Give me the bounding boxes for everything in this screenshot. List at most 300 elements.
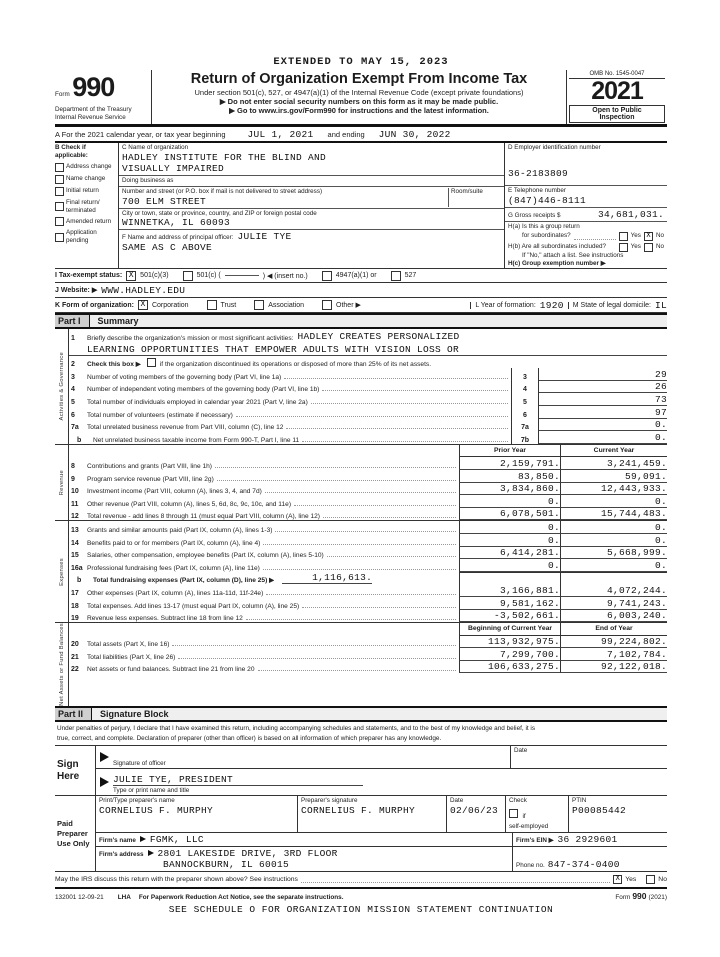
status-insert-no-label: ) ◀ (insert no.) xyxy=(262,272,308,280)
check-if-applicable-label: B Check if applicable: xyxy=(55,144,88,159)
tax-year-row xyxy=(55,127,667,143)
line7a-number: 7a xyxy=(71,424,79,432)
line14-current: 0. xyxy=(560,534,667,547)
line11-label: Other revenue (Part VIII, column (A), lines 5, 6d, 8c, 9c, 10c, and 11e) xyxy=(87,500,292,508)
line18-label: Total expenses. Add lines 13-17 (must equal Part IX, column (A), line 25) xyxy=(87,602,300,610)
dba-label: Doing business as xyxy=(122,176,174,184)
ha-label-line1: H(a) Is this a group return xyxy=(508,222,580,230)
line3-label: Number of voting members of the governing body (Part VI, line 1a) xyxy=(87,373,282,381)
org-form-label: K Form of organization: xyxy=(55,301,134,309)
other-label: Other ▶ xyxy=(336,302,361,310)
irs-discuss-label: May the IRS discuss this return with the preparer shown above? See instructions xyxy=(55,875,298,883)
omb-number: OMB No. 1545-0047 xyxy=(569,71,665,79)
paperwork-notice: For Paperwork Reduction Act Notice, see the separate instructions. xyxy=(138,893,344,901)
mission-value-line1: HADLEY CREATES PERSONALIZED xyxy=(297,331,460,343)
open-to-public xyxy=(569,105,665,123)
line19-row xyxy=(69,610,667,623)
line12-number: 12 xyxy=(71,513,79,521)
line7b-number: b xyxy=(77,436,82,444)
preparer-word: Preparer xyxy=(57,828,88,838)
declaration-line2: true, correct, and complete. Declaration of preparer (other than officer) is based on all information of which preparer has any knowledge. xyxy=(57,734,442,742)
expenses-section xyxy=(55,521,667,623)
form-990-label: 990 xyxy=(72,72,115,102)
ha-no-checkbox: X xyxy=(644,232,653,241)
line10-label: Investment income (Part VIII, column (A), lines 3, 4, and 7d) xyxy=(87,488,262,496)
declaration-line1: Under penalties of perjury, I declare that I have examined this return, including accompanying schedules and statements, and to the best of my knowledge and belief, it is xyxy=(57,724,536,732)
line20-label: Total assets (Part X, line 16) xyxy=(87,641,170,649)
preparer-date-value: 02/06/23 xyxy=(450,804,499,816)
footer-form-year: (2021) xyxy=(648,893,667,901)
line15-current: 5,668,999. xyxy=(560,547,667,560)
part1-title: Summary xyxy=(97,316,139,327)
year-formation-label: L Year of formation: xyxy=(470,302,535,309)
line13-prior: 0. xyxy=(459,521,560,534)
preparer-signature-label: Preparer's signature xyxy=(301,797,358,805)
firm-name-cell xyxy=(96,833,512,846)
name-change-option xyxy=(55,175,117,184)
address-change-label: Address change xyxy=(66,163,112,171)
phone-value: 847-374-0400 xyxy=(547,858,620,870)
line17-number: 17 xyxy=(71,589,79,597)
street-cell xyxy=(119,187,504,209)
line4-box: 4 xyxy=(511,381,539,394)
part2-header xyxy=(55,706,667,722)
ein-value: 36-2183809 xyxy=(508,167,569,179)
ha-label-line2: for subordinates? xyxy=(522,232,571,240)
application-pending-label: Application pending xyxy=(66,229,97,245)
line12-current: 15,744,483. xyxy=(560,508,667,521)
form-title-block xyxy=(152,70,566,124)
firm-address-row xyxy=(96,847,667,871)
line22-label: Net assets or fund balances. Subtract line 21 from line 20 xyxy=(87,666,255,674)
line22-beginning: 106,633,275. xyxy=(459,661,560,674)
dept-irs: Internal Revenue Service xyxy=(55,114,126,122)
check-label: Check xyxy=(509,797,527,805)
name-change-label: Name change xyxy=(66,175,106,183)
ha-no-label: No xyxy=(655,232,664,240)
line19-number: 19 xyxy=(71,615,79,623)
initial-return-label: Initial return xyxy=(66,187,99,195)
principal-officer-name: JULIE TYE xyxy=(237,231,292,243)
firm-name-label: Firm's name xyxy=(99,836,136,844)
beginning-year-header: Beginning of Current Year xyxy=(459,623,560,636)
room-suite-label: Room/suite xyxy=(451,187,483,195)
ein-column xyxy=(505,143,667,268)
part1-label: Part I xyxy=(55,315,90,327)
line16b-label: Total fundraising expenses (Part IX, column (D), line 25) ▶ xyxy=(93,577,275,585)
line22-row xyxy=(69,661,667,674)
mission-label: Briefly describe the organization's mission or most significant activities: xyxy=(87,335,294,343)
firm-address-line1: 2801 LAKESIDE DRIVE, 3RD FLOOR xyxy=(157,847,338,859)
firm-name-arrow-icon xyxy=(140,836,146,842)
signature-arrow-icon xyxy=(100,752,109,762)
line19-prior: -3,502,661. xyxy=(459,610,560,623)
line9-prior: 83,850. xyxy=(459,470,560,483)
status-4947-checkbox xyxy=(322,271,332,281)
dba-cell xyxy=(119,176,504,187)
line11-row xyxy=(69,495,667,508)
gross-receipts-cell xyxy=(505,208,667,222)
year-formation-value: 1920 xyxy=(539,299,564,311)
line10-number: 10 xyxy=(71,488,79,496)
amended-return-option xyxy=(55,217,117,226)
and-ending-label: and ending xyxy=(327,130,365,139)
org-name-line2: VISUALLY IMPAIRED xyxy=(122,162,225,174)
use-only-word: Use Only xyxy=(57,838,90,848)
self-employed-cell xyxy=(506,796,569,832)
line3-value: 29 xyxy=(539,369,667,381)
line13-label: Grants and similar amounts paid (Part IX, column (A), lines 1-3) xyxy=(87,526,273,534)
line3-row xyxy=(69,368,667,381)
telephone-label: E Telephone number xyxy=(508,187,566,194)
line20-end: 99,224,802. xyxy=(560,636,667,649)
form-title: Return of Organization Exempt From Income Tax xyxy=(190,71,528,87)
officer-date-label: Date xyxy=(514,747,528,755)
firm-address-label: Firm's address xyxy=(99,850,144,858)
perjury-declaration xyxy=(55,722,667,746)
form-sheet xyxy=(55,56,667,915)
trust-label: Trust xyxy=(220,301,237,309)
self-employed-label: self-employed xyxy=(509,822,549,830)
line16a-row xyxy=(69,559,667,572)
line8-current: 3,241,459. xyxy=(560,457,667,470)
line3-box: 3 xyxy=(511,368,539,381)
line17-row xyxy=(69,584,667,597)
firm-ein-value: 36 2929601 xyxy=(557,833,618,845)
principal-officer-cell xyxy=(119,230,504,254)
mission-row2 xyxy=(69,342,667,356)
ein-cell xyxy=(505,143,667,186)
revenue-side-label: Revenue xyxy=(55,445,69,521)
line6-box: 6 xyxy=(511,406,539,419)
state-domicile-value: IL xyxy=(654,299,667,311)
ssn-warning: ▶ Do not enter social security numbers on this form as it may be made public. xyxy=(219,96,499,106)
group-return-cell xyxy=(505,222,667,269)
status-527-label: 527 xyxy=(404,272,417,280)
line20-number: 20 xyxy=(71,641,79,649)
net-assets-column-headers xyxy=(69,623,667,636)
address-change-option xyxy=(55,163,117,172)
type-print-label: Type or print name and title xyxy=(113,787,190,795)
street-label: Number and street (or P.O. box if mail is not delivered to street address) xyxy=(122,187,323,195)
preparer-date-cell xyxy=(447,796,506,832)
organization-column xyxy=(119,143,505,268)
line16a-prior: 0. xyxy=(459,559,560,572)
line7b-row xyxy=(69,431,667,444)
line12-prior: 6,078,501. xyxy=(459,508,560,521)
phone-cell xyxy=(512,847,667,871)
line18-number: 18 xyxy=(71,602,79,610)
line13-number: 13 xyxy=(71,526,79,534)
prior-year-header: Prior Year xyxy=(459,445,560,458)
ptin-cell xyxy=(569,796,667,832)
line8-number: 8 xyxy=(71,462,75,470)
signature-of-officer-label: Signature of officer xyxy=(113,760,166,768)
sign-here-side-label xyxy=(55,746,96,795)
application-pending-option xyxy=(55,229,117,245)
line17-prior: 3,166,881. xyxy=(459,584,560,597)
hb-no-checkbox xyxy=(644,243,653,252)
line7a-row xyxy=(69,419,667,432)
tax-year-begin: JUL 1, 2021 xyxy=(247,129,314,140)
line8-prior: 2,159,791. xyxy=(459,457,560,470)
org-name-cell xyxy=(119,143,504,176)
open-to-public-line2: Inspection xyxy=(599,114,635,121)
line7a-label: Total unrelated business revenue from Part VIII, column (C), line 12 xyxy=(87,424,284,432)
discontinued-row xyxy=(69,356,667,369)
line8-label: Contributions and grants (Part VIII, line 1h) xyxy=(87,462,212,470)
net-assets-side-label: Net Assets or Fund Balances xyxy=(55,623,69,706)
line18-row xyxy=(69,597,667,610)
go-to-irs: ▶ Go to www.irs.gov/Form990 for instructions and the latest information. xyxy=(229,105,489,115)
firm-name-row xyxy=(96,833,667,847)
ha-yes-label: Yes xyxy=(630,232,641,240)
line14-number: 14 xyxy=(71,539,79,547)
address-change-checkbox xyxy=(55,163,64,172)
line14-prior: 0. xyxy=(459,534,560,547)
initial-return-option xyxy=(55,187,117,196)
check-if-label: if xyxy=(522,812,526,820)
line5-label: Total number of individuals employed in calendar year 2021 (Part V, line 2a) xyxy=(87,399,308,406)
form-header xyxy=(55,70,667,127)
org-name-line1: HADLEY INSTITUTE FOR THE BLIND AND xyxy=(122,151,327,163)
telephone-cell xyxy=(505,186,667,208)
line21-number: 21 xyxy=(71,653,79,661)
line12-label: Total revenue - add lines 8 through 11 (must equal Part VIII, column (A), line 12) xyxy=(87,513,320,521)
hb-yes-label: Yes xyxy=(630,243,641,251)
ptin-value: P00085442 xyxy=(572,804,627,816)
mission-row xyxy=(69,329,667,342)
corporation-label: Corporation xyxy=(151,301,189,309)
line16b-number: b xyxy=(77,577,82,585)
discuss-yes-checkbox: X xyxy=(613,875,622,884)
line9-current: 59,091. xyxy=(560,470,667,483)
line16b-value: 1,116,613. xyxy=(282,572,372,584)
line19-label: Revenue less expenses. Subtract line 18 from line 12 xyxy=(87,615,243,623)
net-assets-section xyxy=(55,623,667,706)
phone-label: Phone no. xyxy=(516,861,545,869)
line15-label: Salaries, other compensation, employee benefits (Part IX, column (A), lines 5-10) xyxy=(87,552,324,560)
final-return-checkbox xyxy=(55,202,64,211)
initial-return-checkbox xyxy=(55,187,64,196)
paid-preparer-block xyxy=(55,796,667,872)
expenses-side-label: Expenses xyxy=(55,521,69,622)
line7a-box: 7a xyxy=(511,419,539,432)
line10-current: 12,443,933. xyxy=(560,483,667,496)
line5-row xyxy=(69,393,667,406)
self-employed-checkbox xyxy=(509,809,518,818)
officer-name-title: JULIE TYE, PRESIDENT xyxy=(113,774,363,786)
final-return-label: Final return/ terminated xyxy=(66,198,100,214)
irs-discuss-row xyxy=(55,872,667,889)
name-change-checkbox xyxy=(55,175,64,184)
line15-number: 15 xyxy=(71,552,79,560)
revenue-section xyxy=(55,445,667,522)
line22-end: 92,122,018. xyxy=(560,661,667,674)
officer-name-line xyxy=(96,769,667,795)
line6-number: 6 xyxy=(71,411,75,419)
line10-prior: 3,834,860. xyxy=(459,483,560,496)
preparer-name-cell xyxy=(96,796,298,832)
check-if-applicable-column xyxy=(55,143,119,268)
paid-word: Paid xyxy=(57,818,73,828)
line7b-box: 7b xyxy=(511,431,539,444)
part2-title: Signature Block xyxy=(100,708,169,719)
firm-ein-label: Firm's EIN ▶ xyxy=(516,836,554,844)
form-number xyxy=(55,72,147,103)
firm-address-cell xyxy=(96,847,512,871)
gross-receipts-value: 34,681,031. xyxy=(597,208,664,220)
tax-year-end: JUN 30, 2022 xyxy=(378,129,451,140)
tax-exempt-status-label: I Tax-exempt status: xyxy=(55,272,123,280)
mission-value-line2: LEARNING OPPORTUNITIES THAT EMPOWER ADULTS WITH VISION LOSS OR xyxy=(87,343,460,355)
website-row xyxy=(55,283,667,298)
tax-year: 2021 xyxy=(591,77,643,105)
org-name-label: C Name of organization xyxy=(122,144,189,151)
line4-row xyxy=(69,381,667,394)
gross-receipts-label: G Gross receipts $ xyxy=(508,211,561,219)
governance-side-label: Activities & Governance xyxy=(55,329,69,443)
line6-label: Total number of volunteers (estimate if necessary) xyxy=(87,411,233,419)
line14-label: Benefits paid to or for members (Part IX, column (A), line 4) xyxy=(87,539,261,547)
paid-preparer-side-label xyxy=(55,796,96,871)
discontinued-label-lead: Check this box ▶ xyxy=(87,361,141,369)
governance-section xyxy=(55,329,667,444)
line15-prior: 6,414,281. xyxy=(459,547,560,560)
status-527-checkbox xyxy=(391,271,401,281)
preparer-name-value: CORNELIUS F. MURPHY xyxy=(99,804,214,816)
line16b-row xyxy=(69,572,667,585)
ha-yes-checkbox xyxy=(619,232,628,241)
tax-year-label: A For the 2021 calendar year, or tax year beginning xyxy=(55,130,226,139)
end-year-header: End of Year xyxy=(560,623,667,636)
line13-row xyxy=(69,521,667,534)
discuss-yes-label: Yes xyxy=(625,875,637,883)
here-word: Here xyxy=(57,771,80,783)
tax-exempt-status-row xyxy=(55,269,667,283)
line9-label: Program service revenue (Part VIII, line 2g) xyxy=(87,475,214,483)
preparer-name-row xyxy=(96,796,667,833)
line21-row xyxy=(69,648,667,661)
street-value: 700 ELM STREET xyxy=(122,195,207,207)
discontinued-checkbox xyxy=(147,358,156,367)
website-label: J Website: ▶ xyxy=(55,287,98,295)
line21-beginning: 7,299,700. xyxy=(459,648,560,661)
part2-label: Part II xyxy=(55,708,92,720)
firm-name-value: FGMK, LLC xyxy=(149,833,204,845)
line11-number: 11 xyxy=(71,500,79,508)
line4-number: 4 xyxy=(71,386,75,394)
preparer-signature-cell xyxy=(298,796,447,832)
extended-due-date: EXTENDED TO MAY 15, 2023 xyxy=(273,56,449,68)
line16a-current: 0. xyxy=(560,559,667,572)
ptin-label: PTIN xyxy=(572,797,587,805)
line6-row xyxy=(69,406,667,419)
hc-label: H(c) Group exemption number ▶ xyxy=(508,259,606,267)
ein-label: D Employer identification number xyxy=(508,144,601,151)
line11-current: 0. xyxy=(560,495,667,508)
status-501c3-label: 501(c)(3) xyxy=(140,272,169,280)
preparer-date-label: Date xyxy=(450,797,464,805)
footer-code: 132001 12-09-21 xyxy=(55,893,104,901)
sign-word: Sign xyxy=(57,759,79,771)
discontinued-label-rest: if the organization discontinued its operations or disposed of more than 25% of its net assets. xyxy=(159,361,432,369)
officer-signature-line xyxy=(96,746,667,769)
firm-ein-cell xyxy=(512,833,667,846)
telephone-value: (847)446-8111 xyxy=(508,194,587,206)
association-checkbox xyxy=(254,300,264,310)
amended-return-label: Amended return xyxy=(66,218,112,225)
firm-address-line2: BANNOCKBURN, IL 60015 xyxy=(163,858,290,870)
application-pending-checkbox xyxy=(55,233,64,242)
final-return-option xyxy=(55,199,117,215)
form-number-block xyxy=(55,70,152,124)
part1-header xyxy=(55,313,667,329)
city-value: WINNETKA, IL 60093 xyxy=(122,217,231,229)
line20-beginning: 113,932,975. xyxy=(459,636,560,649)
omb-block xyxy=(566,70,667,124)
form-subtitle: Under section 501(c), 527, or 4947(a)(1) of the Internal Revenue Code (except private foundations) xyxy=(194,87,524,97)
dept-treasury: Department of the Treasury xyxy=(55,106,132,114)
line17-label: Other expenses (Part IX, column (A), lines 11a-11d, 11f-24e) xyxy=(87,589,264,597)
line4-label: Number of independent voting members of the governing body (Part VI, line 1b) xyxy=(87,386,320,394)
line7b-value: 0. xyxy=(539,432,667,444)
org-form-row xyxy=(55,298,667,313)
officer-name-arrow-icon xyxy=(100,777,109,787)
line12-row xyxy=(69,508,667,521)
footer-row xyxy=(55,889,667,901)
line19-current: 6,003,240. xyxy=(560,610,667,623)
status-501c3-checkbox: X xyxy=(126,271,136,281)
footer-form-word: Form xyxy=(615,893,631,901)
line22-number: 22 xyxy=(71,666,79,674)
hb-no-label: No xyxy=(655,243,664,251)
hb-label: H(b) Are all subordinates included? xyxy=(508,243,607,251)
line8-row xyxy=(69,457,667,470)
line3-number: 3 xyxy=(71,373,75,381)
line9-number: 9 xyxy=(71,475,75,483)
discuss-no-label: No xyxy=(658,875,667,883)
entity-block xyxy=(55,143,667,269)
line7b-label: Net unrelated business taxable income from Form 990-T, Part I, line 11 xyxy=(93,436,300,444)
line11-prior: 0. xyxy=(459,495,560,508)
line21-label: Total liabilities (Part X, line 26) xyxy=(87,653,176,661)
line13-current: 0. xyxy=(560,521,667,534)
discuss-no-checkbox xyxy=(646,875,655,884)
line6-value: 97 xyxy=(539,407,667,419)
firm-address-arrow-icon xyxy=(148,850,154,856)
status-4947-label: 4947(a)(1) or xyxy=(335,272,377,280)
footer-form-number: 990 xyxy=(632,890,647,901)
principal-officer-label: F Name and address of principal officer: xyxy=(122,234,234,242)
form-word: Form xyxy=(55,91,70,98)
state-domicile-label: M State of legal domicile: xyxy=(568,302,651,309)
status-501c-checkbox xyxy=(183,271,193,281)
open-to-public-line1: Open to Public xyxy=(592,107,642,114)
amended-return-checkbox xyxy=(55,217,64,226)
trust-checkbox xyxy=(207,300,217,310)
line18-prior: 9,581,162. xyxy=(459,597,560,610)
line7a-value: 0. xyxy=(539,419,667,431)
line5-number: 5 xyxy=(71,399,75,406)
line5-box: 5 xyxy=(511,393,539,406)
line21-end: 7,102,784. xyxy=(560,648,667,661)
status-501c-label: 501(c) ( xyxy=(196,272,221,280)
lha-label: LHA xyxy=(117,893,131,901)
line16a-label: Professional fundraising fees (Part IX, column (A), line 11e) xyxy=(87,564,260,572)
schedule-o-note: SEE SCHEDULE O FOR ORGANIZATION MISSION STATEMENT CONTINUATION xyxy=(168,903,554,915)
city-cell xyxy=(119,209,504,231)
